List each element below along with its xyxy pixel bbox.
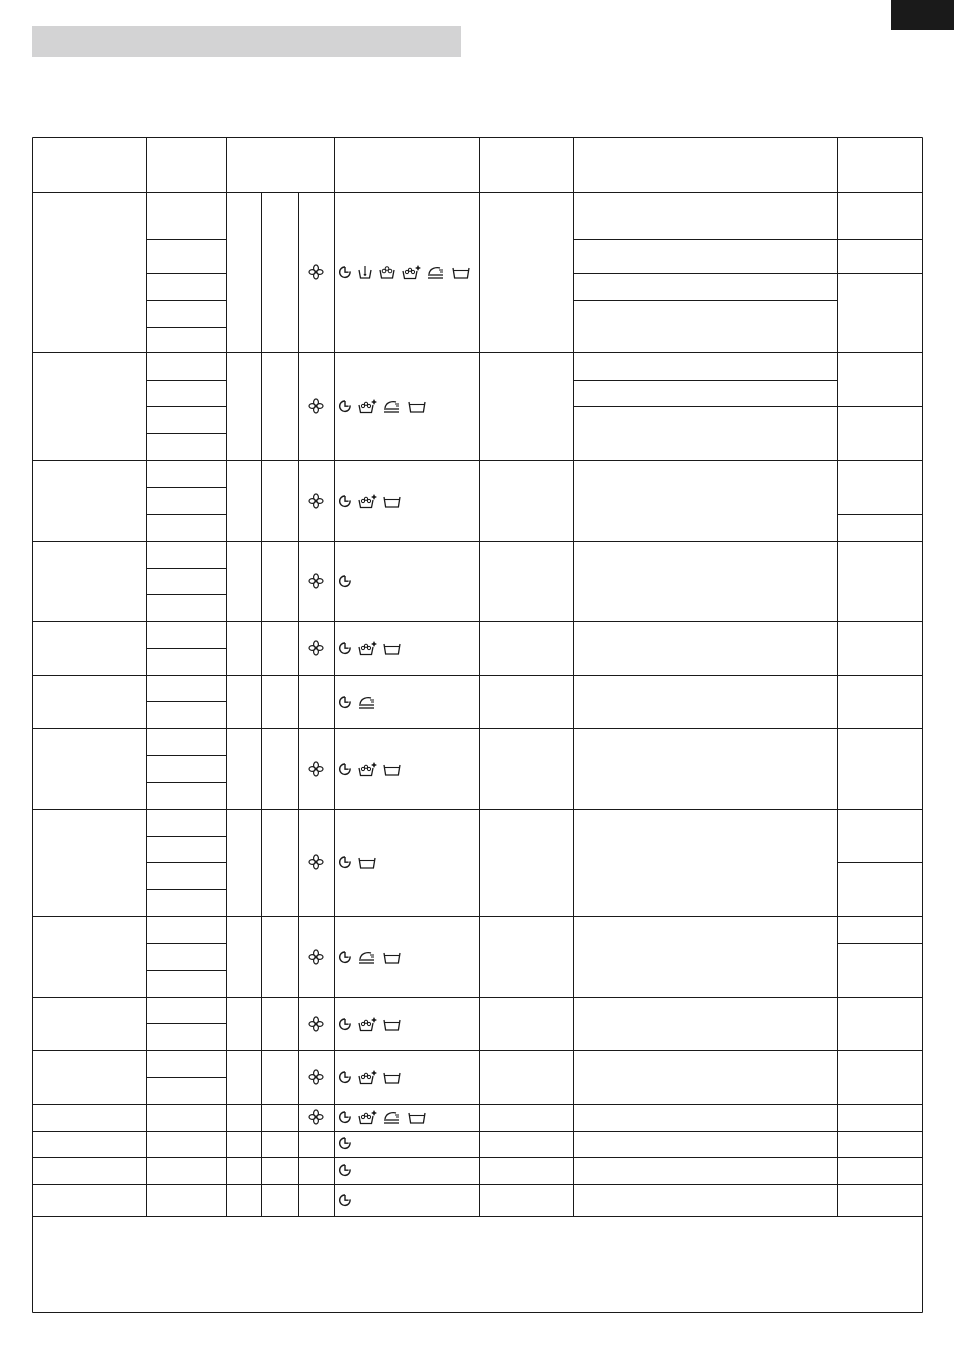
- clock-icon: [338, 1069, 352, 1089]
- tub-icon: [382, 1016, 402, 1036]
- tub-icon: [407, 1109, 427, 1129]
- spin-flower-icon: [308, 1069, 324, 1089]
- spin-flower-icon: [308, 949, 324, 969]
- clock-icon: [338, 398, 352, 418]
- iron-icon: [426, 264, 446, 284]
- clock-icon: [338, 493, 352, 513]
- clock-icon: [338, 1135, 352, 1155]
- intensive-basin-icon: [357, 1069, 377, 1089]
- spin-flower-icon: [308, 854, 324, 874]
- clock-icon: [338, 1016, 352, 1036]
- clock-icon: [338, 573, 352, 593]
- tub-icon: [407, 398, 427, 418]
- tub-icon: [451, 264, 471, 284]
- iron-icon: [382, 1109, 402, 1129]
- intensive-basin-icon: [357, 640, 377, 660]
- spin-flower-icon: [308, 1016, 324, 1036]
- iron-icon: [382, 398, 402, 418]
- tub-icon: [382, 949, 402, 969]
- clock-icon: [338, 640, 352, 660]
- spin-flower-icon: [308, 640, 324, 660]
- tub-icon: [382, 761, 402, 781]
- tub-icon: [382, 493, 402, 513]
- prewash-basin-icon: [357, 264, 373, 284]
- clock-icon: [338, 1109, 352, 1129]
- iron-icon: [357, 694, 377, 714]
- spin-flower-icon: [308, 761, 324, 781]
- clock-icon: [338, 694, 352, 714]
- intensive-basin-icon: [357, 493, 377, 513]
- iron-icon: [357, 949, 377, 969]
- tub-icon: [382, 1069, 402, 1089]
- tub-icon: [382, 640, 402, 660]
- intensive-basin-icon: [357, 1016, 377, 1036]
- clock-icon: [338, 1192, 352, 1212]
- spin-flower-icon: [308, 573, 324, 593]
- clock-icon: [338, 264, 352, 284]
- intensive-basin-icon: [357, 1109, 377, 1129]
- clock-icon: [338, 761, 352, 781]
- spin-flower-icon: [308, 264, 324, 284]
- clock-icon: [338, 854, 352, 874]
- stain-basin-icon: [378, 264, 396, 284]
- intensive-basin-icon: [357, 761, 377, 781]
- spin-flower-icon: [308, 1109, 324, 1129]
- intensive-basin-icon: [401, 264, 421, 284]
- clock-icon: [338, 1162, 352, 1182]
- intensive-basin-icon: [357, 398, 377, 418]
- tub-icon: [357, 854, 377, 874]
- spin-flower-icon: [308, 493, 324, 513]
- spin-flower-icon: [308, 398, 324, 418]
- clock-icon: [338, 949, 352, 969]
